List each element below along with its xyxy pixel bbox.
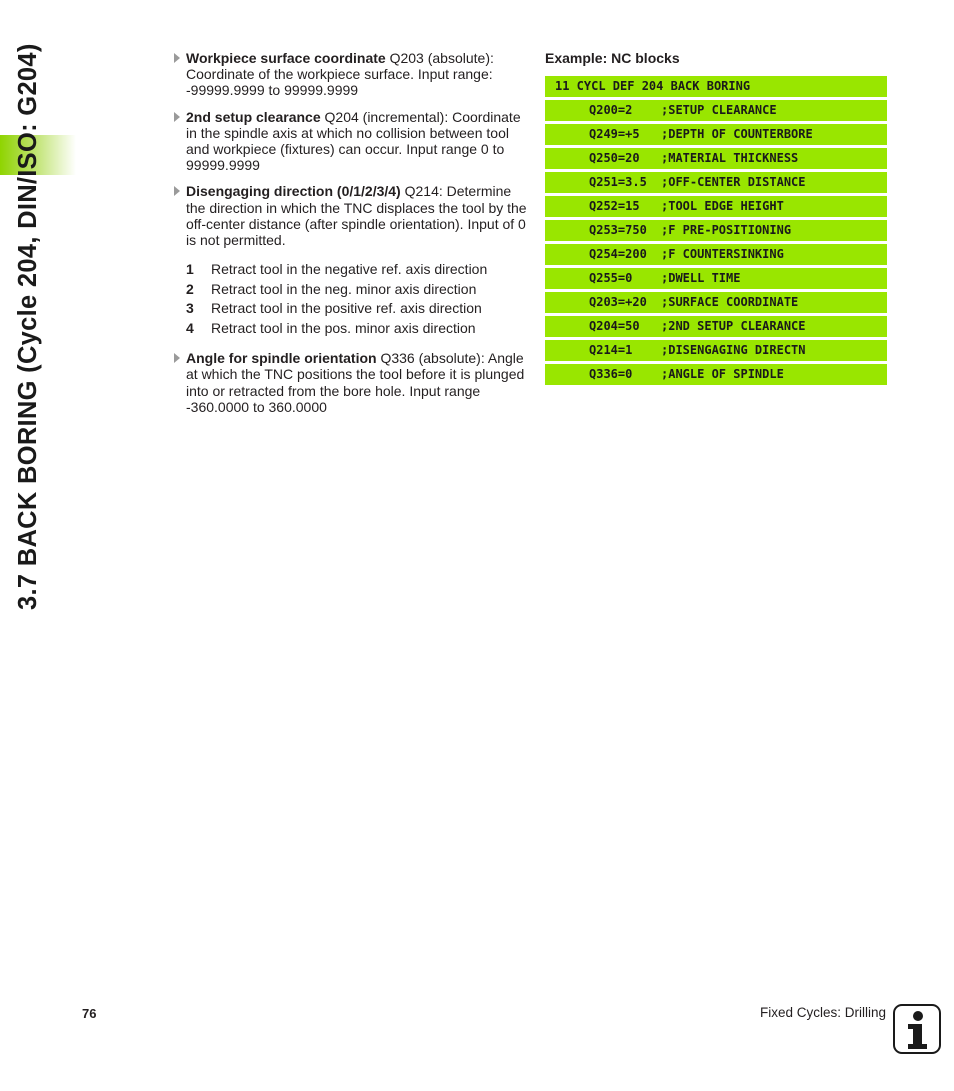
param-title: Workpiece surface coordinate	[186, 50, 386, 66]
nc-block	[545, 220, 887, 241]
nc-param-value: Q250=20	[589, 151, 640, 165]
nc-param-value: Q200=2	[589, 103, 633, 117]
nc-param-value: Q252=15	[589, 199, 640, 213]
list-item	[186, 260, 528, 280]
list-item	[186, 299, 528, 319]
option-number: 2	[186, 280, 194, 297]
param-q214	[172, 183, 528, 248]
nc-param-value: Q336=0	[589, 367, 633, 381]
nc-param-value: Q254=200	[589, 247, 647, 261]
param-q203	[172, 50, 528, 99]
list-item	[186, 280, 528, 300]
triangle-bullet-icon	[174, 186, 180, 196]
param-text: Q214: Determine the direction in which the TNC displaces the tool by the off-center distance (after spindle orientation). Input of 0 is not permitted.	[186, 183, 527, 249]
option-number: 4	[186, 319, 194, 336]
param-text: Q204 (incremental): Coordinate in the spindle axis at which no collision between tool and workpiece (fixtures) can occur. Input range 0 to 99999.9999	[186, 108, 521, 174]
nc-param-value: Q255=0	[589, 271, 633, 285]
nc-block	[545, 244, 887, 265]
option-text: Retract tool in the pos. minor axis direction	[211, 319, 476, 336]
param-q204	[172, 109, 528, 174]
param-title: Disengaging direction (0/1/2/3/4)	[186, 183, 401, 200]
nc-comment: ;MATERIAL THICKNESS	[661, 151, 799, 165]
nc-param-value: Q203=+20	[589, 295, 647, 309]
option-text: Retract tool in the positive ref. axis direction	[211, 300, 482, 317]
nc-param-value: Q204=50	[589, 319, 640, 333]
nc-block	[545, 172, 887, 193]
param-text: Q336 (absolute): Angle at which the TNC positions the tool before it is plunged into or retracted from the bore hole. Input range -360.0000 to 360.0000	[186, 350, 525, 415]
param-q336	[172, 350, 528, 415]
triangle-bullet-icon	[174, 112, 180, 122]
option-text: Retract tool in the neg. minor axis direction	[211, 280, 477, 297]
nc-block	[545, 268, 887, 289]
nc-param-value: Q253=750	[589, 223, 647, 237]
nc-block	[545, 196, 887, 217]
nc-comment: ;DEPTH OF COUNTERBORE	[661, 127, 813, 141]
nc-block	[545, 292, 887, 313]
example-column	[545, 50, 887, 388]
nc-param-value: Q214=1	[589, 343, 633, 357]
page-number: 76	[82, 1006, 97, 1021]
option-number: 1	[186, 261, 194, 278]
nc-comment: ;SETUP CLEARANCE	[661, 103, 777, 117]
nc-comment: ;OFF-CENTER DISTANCE	[661, 175, 806, 189]
chapter-title: 3.7 BACK BORING (Cycle 204, DIN/ISO: G204)	[14, 43, 42, 610]
nc-block	[545, 124, 887, 145]
nc-block	[545, 100, 887, 121]
nc-block	[545, 148, 887, 169]
parameter-column	[172, 50, 528, 425]
nc-block	[545, 340, 887, 361]
nc-block	[545, 316, 887, 337]
example-heading: Example: NC blocks	[545, 50, 680, 66]
nc-comment: ;ANGLE OF SPINDLE	[661, 367, 784, 381]
nc-param-value: Q249=+5	[589, 127, 640, 141]
param-title: Angle for spindle orientation	[186, 350, 377, 367]
nc-comment: ;DWELL TIME	[661, 271, 741, 285]
nc-block	[545, 364, 887, 385]
nc-comment: ;SURFACE COORDINATE	[661, 295, 799, 309]
nc-block-cycl-def: 11 CYCL DEF 204 BACK BORING	[545, 76, 887, 97]
nc-comment: ;2ND SETUP CLEARANCE	[661, 319, 806, 333]
nc-comment: ;TOOL EDGE HEIGHT	[661, 199, 784, 213]
option-list	[186, 260, 528, 338]
nc-param-value: Q251=3.5	[589, 175, 647, 189]
option-number: 3	[186, 300, 194, 317]
triangle-bullet-icon	[174, 53, 180, 63]
option-text: Retract tool in the negative ref. axis direction	[211, 261, 488, 278]
param-title: 2nd setup clearance	[186, 108, 321, 125]
nc-comment: ;F PRE-POSITIONING	[661, 223, 792, 237]
footer-section-title: Fixed Cycles: Drilling	[759, 1005, 886, 1020]
list-item	[186, 319, 528, 339]
nc-comment: ;DISENGAGING DIRECTN	[661, 343, 806, 357]
triangle-bullet-icon	[174, 353, 180, 363]
info-icon	[893, 1004, 941, 1054]
param-text: Q203 (absolute): Coordinate of the workpiece surface. Input range: -99999.9999 to 99999.9999	[186, 50, 494, 99]
nc-comment: ;F COUNTERSINKING	[661, 247, 784, 261]
